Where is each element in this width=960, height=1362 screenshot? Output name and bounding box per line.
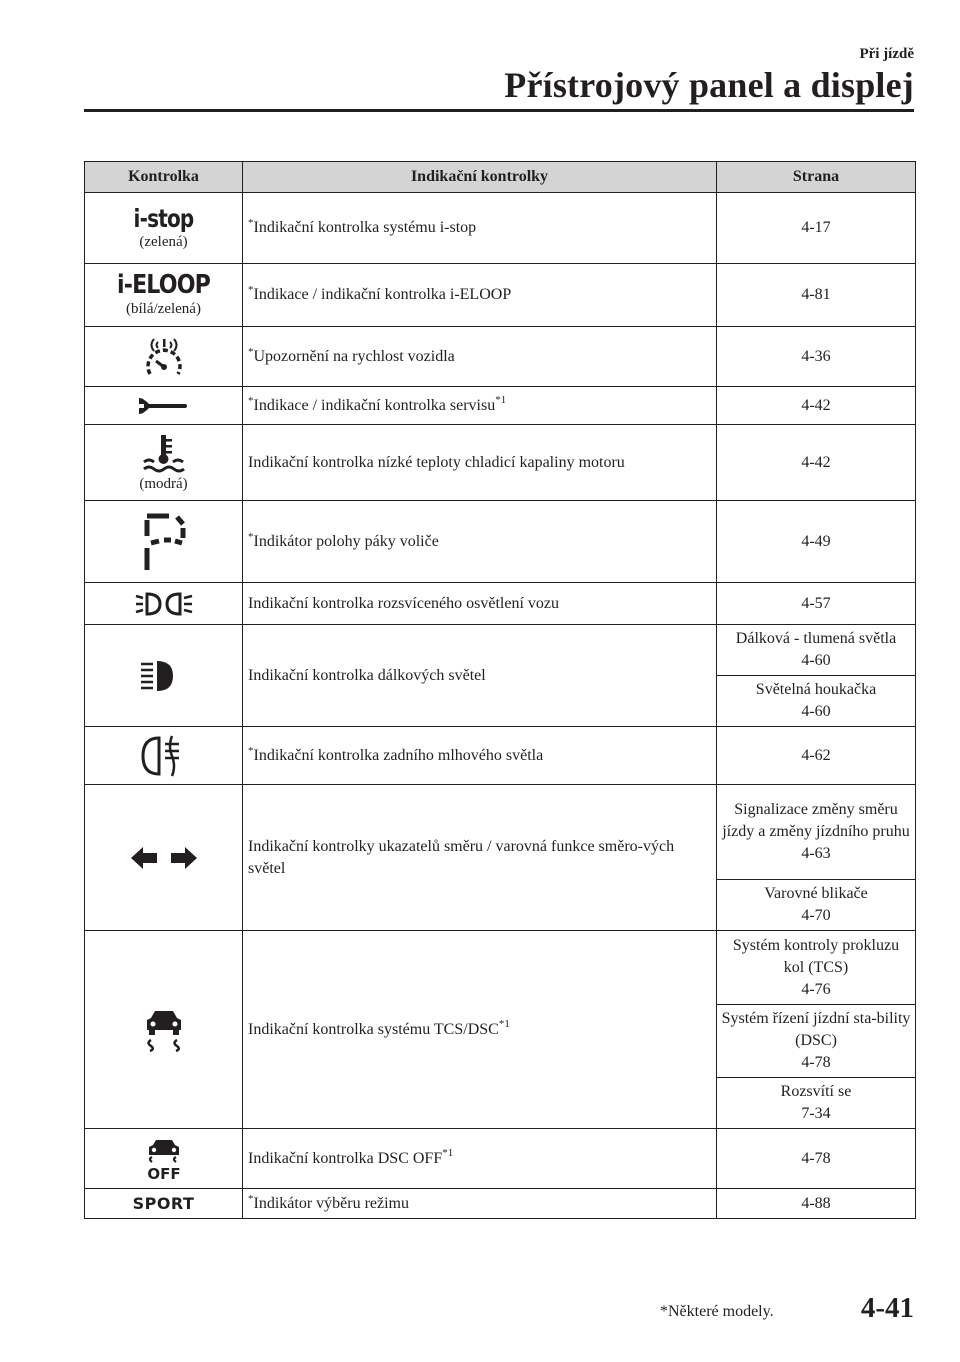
row-description: Indikační kontrolka rozsvíceného osvětlení vozu (248, 594, 560, 612)
table-row (85, 1129, 916, 1189)
sub-label: Rozsvítí se (780, 1083, 852, 1100)
table-header-row (85, 162, 916, 193)
icon-caption: (zelená) (139, 233, 188, 250)
table-row (85, 727, 916, 785)
page-number: 4-41 (860, 1292, 914, 1324)
table-row (85, 785, 916, 880)
position-lights-icon (134, 591, 194, 617)
footnote-mark: *1 (495, 393, 507, 406)
page-reference: 4-36 (717, 327, 916, 387)
table-row (85, 583, 916, 625)
row-description: Indikační kontrolka dálkových světel (248, 666, 486, 684)
page-reference: 4-88 (717, 1189, 916, 1219)
section-label: Při jízdě (859, 46, 914, 62)
sub-label: Světelná houkačka (755, 681, 877, 698)
dsc-off-icon (139, 1137, 189, 1181)
footnote-mark: *1 (498, 1017, 510, 1030)
page-title: Přístrojový panel a displej (504, 65, 914, 105)
row-description: Indikační kontrolka nízké teploty chladicí kapaliny motoru (248, 453, 625, 471)
header-rule (84, 109, 914, 112)
shift-position-p-icon (139, 510, 189, 574)
table-row (85, 327, 916, 387)
asterisk-mark: * (248, 394, 254, 407)
page-reference: 4-49 (717, 501, 916, 583)
row-description: Indikační kontrolka DSC OFF (248, 1149, 443, 1167)
turn-signal-icon (129, 845, 199, 871)
row-description: Upozornění na rychlost vozidla (253, 347, 455, 365)
i-eloop-icon: i-ELOOP (117, 270, 210, 300)
icon-caption: (bílá/zelená) (126, 301, 201, 317)
table-row (85, 1189, 916, 1219)
page-reference: 7-34 (801, 1105, 831, 1122)
sub-label: Varovné blikače (764, 885, 868, 902)
page-reference: 4-62 (717, 727, 916, 785)
sport-mode-icon: SPORT (132, 1193, 195, 1213)
row-description: Indikační kontrolka systému i-stop (253, 219, 477, 236)
page-reference: 4-63 (801, 845, 831, 862)
table-row (85, 931, 916, 1005)
i-stop-icon: i-stop (133, 203, 194, 233)
footnote-models: *Některé modely. (660, 1303, 774, 1320)
rear-fog-light-icon (139, 734, 189, 778)
table-row (85, 193, 916, 264)
coolant-temperature-icon (141, 433, 187, 473)
row-description: Indikační kontrolka zadního mlhového světla (253, 746, 544, 764)
table-row (85, 625, 916, 676)
asterisk-mark: * (248, 284, 254, 296)
page-reference: 4-70 (801, 907, 831, 924)
row-description: Indikátor výběru režimu (253, 1194, 409, 1212)
indicator-table (84, 161, 916, 1219)
asterisk-mark: * (248, 530, 254, 543)
page-reference: 4-60 (801, 703, 831, 720)
asterisk-mark: * (248, 345, 254, 358)
sub-label: Signalizace změny směru jízdy a změny jízdního pruhu (722, 801, 910, 840)
row-description: Indikátor polohy páky voliče (253, 532, 439, 550)
row-description: Indikace / indikační kontrolka i-ELOOP (253, 286, 512, 303)
table-row (85, 264, 916, 327)
sub-label: Systém kontroly prokluzu kol (TCS) (732, 936, 900, 976)
dsc-off-label: OFF (146, 1164, 181, 1181)
page-reference: 4-78 (717, 1129, 916, 1189)
page-reference: 4-57 (717, 583, 916, 625)
asterisk-mark: * (248, 217, 254, 229)
row-description: Indikační kontrolka systému TCS/DSC (248, 1020, 499, 1038)
page-reference: 4-81 (717, 264, 916, 327)
page-reference: 4-17 (717, 193, 916, 264)
column-header-description: Indikační kontrolky (243, 162, 717, 193)
sub-label: Dálková - tlumená světla (735, 630, 897, 647)
footnote-mark: *1 (442, 1146, 454, 1159)
row-description: Indikace / indikační kontrolka servisu (253, 396, 496, 414)
speedometer-warning-icon (142, 334, 186, 380)
page-reference: 4-78 (801, 1054, 831, 1071)
page-reference: 4-42 (717, 425, 916, 501)
column-header-indicator: Kontrolka (85, 162, 243, 193)
page-reference: 4-42 (717, 387, 916, 425)
row-description: Indikační kontrolky ukazatelů směru / varovná funkce směro-vých světel (248, 837, 675, 877)
table-row (85, 387, 916, 425)
asterisk-mark: * (248, 1192, 254, 1205)
asterisk-mark: * (248, 744, 254, 757)
table-row (85, 501, 916, 583)
page-reference: 4-76 (801, 980, 831, 998)
wrench-icon (139, 396, 189, 416)
sub-label: Systém řízení jízdní sta-bility (DSC) (721, 1010, 911, 1049)
tcs-dsc-icon (139, 1008, 189, 1052)
icon-caption: (modrá) (139, 475, 188, 492)
column-header-page: Strana (717, 162, 916, 193)
high-beam-icon (139, 659, 189, 693)
page-reference: 4-60 (801, 652, 831, 669)
table-row (85, 425, 916, 501)
